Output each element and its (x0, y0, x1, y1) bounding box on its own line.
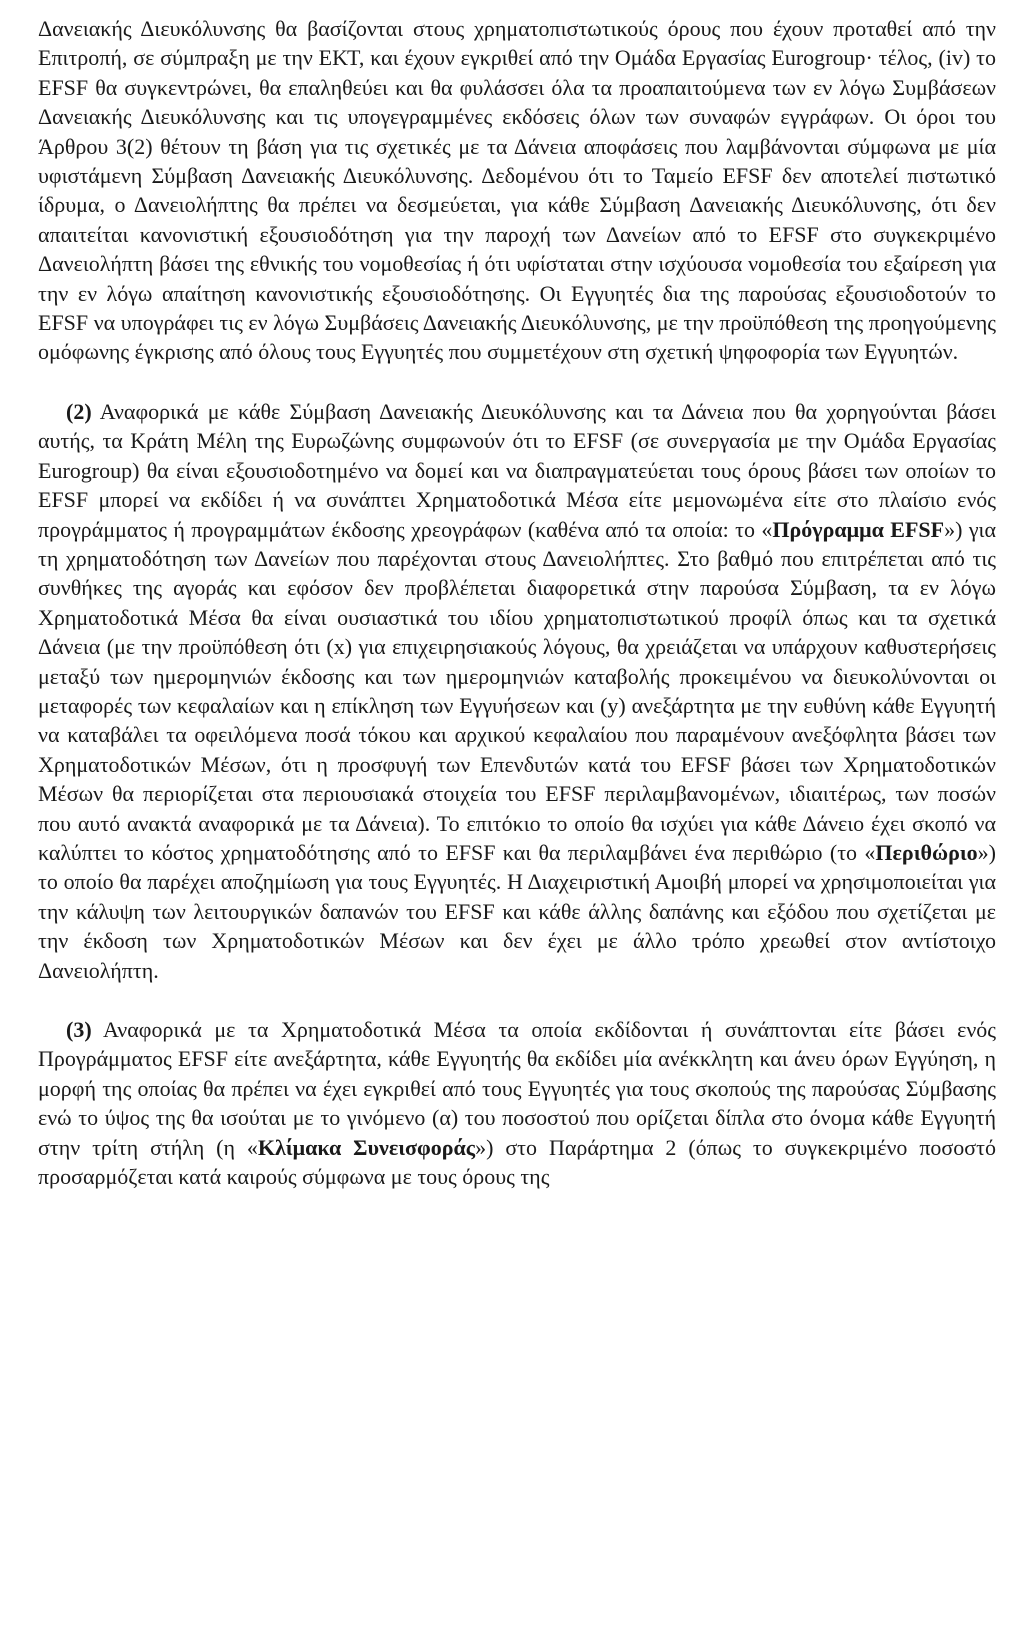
paragraph-3 (38, 1015, 996, 1191)
defined-term: Κλίμακα Συνεισφοράς (257, 1134, 476, 1160)
text-segment: ») στο Παράρτημα 2 (όπως το συγκεκριμένο ποσοστό προσαρμόζεται κατά καιρούς σύμφωνα με τους όρους της (38, 1134, 996, 1190)
document-page (38, 14, 996, 1191)
defined-term: Πρόγραμμα EFSF (772, 516, 945, 542)
text-segment: Αναφορικά με τα Χρηματοδοτικά Μέσα τα οποία εκδίδονται ή συνάπτονται είτε βάσει ενός Προγράμματος EFSF είτε ανεξάρτητα, κάθε Εγγυητής θα εκδίδει μία ανέκκλητη και άνευ όρων Εγγύηση, η μορφή της οποίας θα πρέπει να έχει εγκριθεί από τους Εγγυητές για τους σκοπούς της παρούσας Σύμβασης ενώ το ύψος της θα ισούται με το γινόμενο (α) του ποσοστού που ορίζεται δίπλα στο όνομα κάθε Εγγυητή στην τρίτη στήλη (η « (38, 1017, 996, 1160)
defined-term: Περιθώριο (875, 839, 978, 865)
paragraph-2 (38, 397, 996, 985)
paragraph-number: (3) (66, 1017, 92, 1042)
text-segment: Δανειακής Διευκόλυνσης θα βασίζονται στους χρηματοπιστωτικούς όρους που έχουν προταθεί από την Επιτροπή, σε σύμπραξη με την ΕΚΤ, και έχουν εγκριθεί από την Ομάδα Εργασίας Eurogroup· τέλος, (iv) το EFSF θα συγκεντρώνει, θα επαληθεύει και θα φυλάσσει όλα τα προαπαιτούμενα των εν λόγω Συμβάσεων Δανειακής Διευκόλυνσης και τις υπογεγραμμένες εκδόσεις όλων των συναφών εγγράφων. Οι όροι του Άρθρου 3(2) θέτουν τη βάση για τις σχετικές με τα Δάνεια αποφάσεις που λαμβάνονται σύμφωνα με μία υφιστάμενη Σύμβαση Δανειακής Διευκόλυνσης. Δεδομένου ότι το Ταμείο EFSF δεν αποτελεί πιστωτικό ίδρυμα, ο Δανειολήπτης θα πρέπει να δεσμεύεται, για κάθε Σύμβαση Δανειακής Διευκόλυνσης, ότι δεν απαιτείται κανονιστική εξουσιοδότηση για την παροχή των Δανείων από το EFSF στο συγκεκριμένο Δανειολήπτη βάσει της εθνικής του νομοθεσίας ή ότι υφίσταται στην ισχύουσα νομοθεσία του εξαίρεση για την εν λόγω απαίτηση κανονιστικής εξουσιοδότησης. Οι Εγγυητές δια της παρούσας εξουσιοδοτούν το EFSF να υπογράφει τις εν λόγω Συμβάσεις Δανειακής Διευκόλυνσης, με την προϋπόθεση της προηγούμενης ομόφωνης έγκρισης από όλους τους Εγγυητές που συμμετέχουν στη σχετική ψηφοφορία των Εγγυητών. (38, 16, 996, 365)
paragraph-continued (38, 14, 996, 367)
text-segment: Αναφορικά με κάθε Σύμβαση Δανειακής Διευκόλυνσης και τα Δάνεια που θα χορηγούνται βάσει αυτής, τα Κράτη Μέλη της Ευρωζώνης συμφωνούν ότι το EFSF (σε συνεργασία με την Ομάδα Εργασίας Eurogroup) θα είναι εξουσιοδοτημένο να δομεί και να διαπραγματεύεται τους όρους βάσει των οποίων το EFSF μπορεί να εκδίδει ή να συνάπτει Χρηματοδοτικά Μέσα είτε μεμονωμένα είτε στο πλαίσιο ενός προγράμματος ή προγραμμάτων έκδοσης χρεογράφων (καθένα από τα οποία: το « (38, 398, 996, 542)
paragraph-number: (2) (66, 398, 92, 424)
text-segment: ») για τη χρηματοδότηση των Δανείων που παρέχονται στους Δανειολήπτες. Στο βαθμό που επιτρέπεται από τις συνθήκες της αγοράς και εφόσον δεν προβλέπεται διαφορετικά στην παρούσα Σύμβαση, τα εν λόγω Χρηματοδοτικά Μέσα θα είναι ουσιαστικά του ιδίου χρηματοπιστωτικού προφίλ όπως και τα σχετικά Δάνεια (με την προϋπόθεση ότι (x) για επιχειρησιακούς λόγους, θα χρειάζεται να υπάρχουν καθυστερήσεις μεταξύ των ημερομηνιών έκδοσης και των ημερομηνιών καταβολής προκειμένου να διευκολύνονται οι μεταφορές των κεφαλαίων και η επίκληση των Εγγυήσεων και (y) ανεξάρτητα με την ευθύνη κάθε Εγγυητή να καταβάλει τα οφειλόμενα ποσά τόκου και αρχικού κεφαλαίου που παραμένουν ανεξόφλητα βάσει των Χρηματοδοτικών Μέσων, ότι η προσφυγή των Επενδυτών κατά του EFSF βάσει των Χρηματοδοτικών Μέσων θα περιορίζεται στα περιουσιακά στοιχεία του EFSF περιλαμβανομένων, ιδιαιτέρως, των ποσών που αυτό ανακτά αναφορικά με τα Δάνεια). Το επιτόκιο το οποίο θα ισχύει για κάθε Δάνειο έχει σκοπό να καλύπτει το κόστος χρηματοδότησης από το EFSF και θα περιλαμβάνει ένα περιθώριο (το « (38, 516, 996, 865)
text-segment: ») το οποίο θα παρέχει αποζημίωση για τους Εγγυητές. Η Διαχειριστική Αμοιβή μπορεί να χρησιμοποιείται για την κάλυψη των λειτουργικών δαπανών του EFSF και κάθε άλλης δαπάνης και εξόδου που σχετίζεται με την έκδοση των Χρηματοδοτικών Μέσων και δεν έχει με άλλο τρόπο χρεωθεί στον αντίστοιχο Δανειολήπτη. (38, 839, 996, 983)
